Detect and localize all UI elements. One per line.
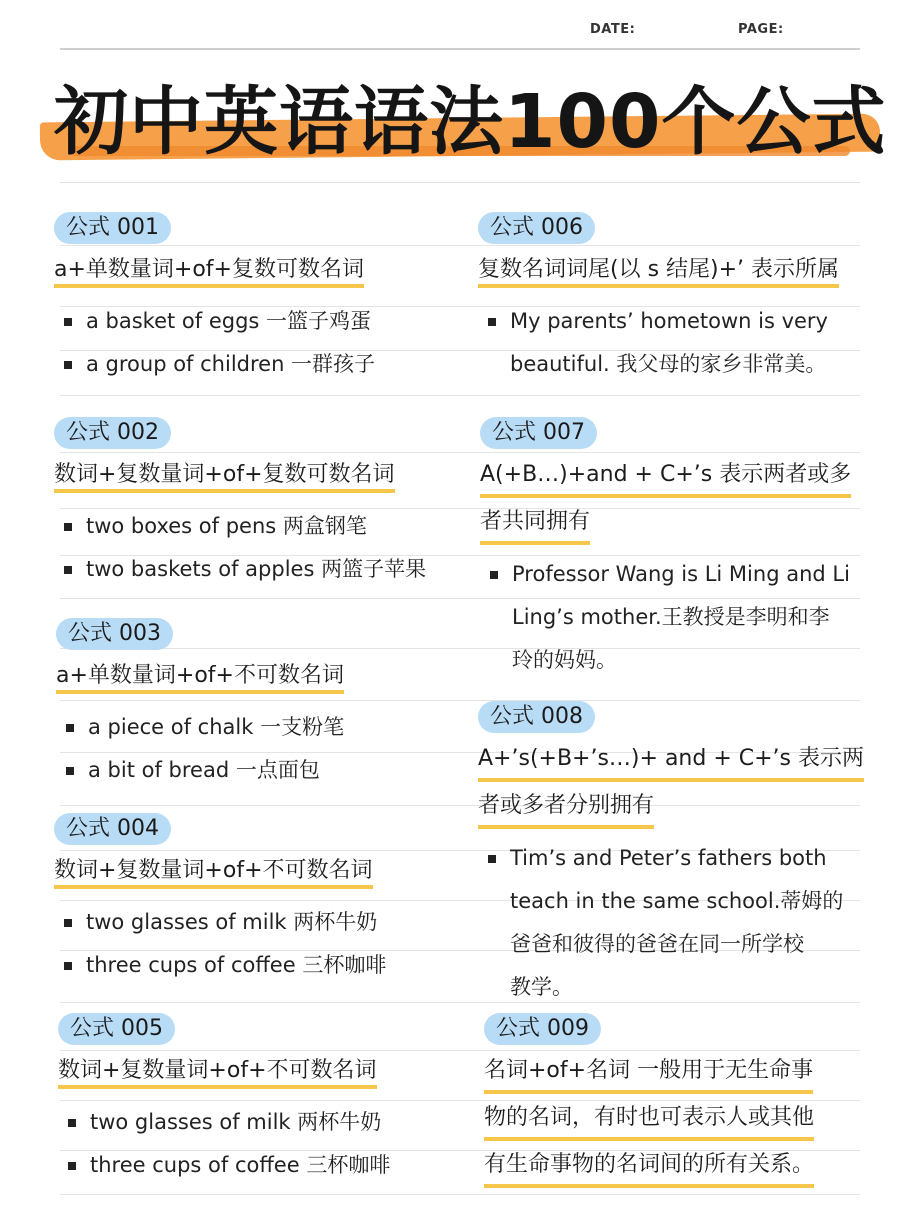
formula-tag: 公式 001 bbox=[54, 212, 171, 244]
formula-line: 有生命事物的名词间的所有关系。 bbox=[484, 1146, 814, 1188]
example-item: Tim’s and Peter’s fathers both bbox=[478, 837, 888, 880]
example-item: three cups of coffee 三杯咖啡 bbox=[58, 1144, 468, 1187]
formula-text bbox=[480, 453, 890, 547]
formula-line: 名词+of+名词 一般用于无生命事 bbox=[484, 1052, 813, 1094]
example-item-continued: beautiful. 我父母的家乡非常美。 bbox=[510, 352, 827, 376]
example-item-continued: 爸爸和彼得的爸爸在同一所学校 bbox=[510, 932, 804, 956]
example-item: two boxes of pens 两盒钢笔 bbox=[54, 505, 464, 548]
formula-tag: 公式 006 bbox=[478, 212, 595, 244]
formula-text: a+单数量词+of+复数可数名词 bbox=[54, 248, 364, 292]
example-item: two glasses of milk 两杯牛奶 bbox=[58, 1101, 468, 1144]
formula-tag: 公式 008 bbox=[478, 701, 595, 733]
example-item: a basket of eggs 一篮子鸡蛋 bbox=[54, 300, 464, 343]
formula-005 bbox=[58, 1013, 468, 1187]
formula-text bbox=[484, 1049, 894, 1190]
formula-line: A(+B…)+and + C+’s 表示两者或多 bbox=[480, 456, 851, 498]
formula-001 bbox=[54, 212, 464, 386]
ruled-line bbox=[60, 1194, 860, 1195]
example-item-continued: teach in the same school.蒂姆的 bbox=[510, 889, 844, 913]
example-item: a piece of chalk 一支粉笔 bbox=[56, 706, 466, 749]
example-item: Professor Wang is Li Ming and Li bbox=[480, 553, 890, 596]
date-label: DATE: bbox=[590, 22, 636, 37]
example-item: My parents’ hometown is very bbox=[478, 300, 888, 343]
formula-004 bbox=[54, 813, 464, 987]
formula-008 bbox=[478, 701, 888, 1009]
ruled-line bbox=[60, 182, 860, 183]
formula-006 bbox=[478, 212, 888, 386]
formula-line: 者共同拥有 bbox=[480, 503, 590, 545]
example-item: a bit of bread 一点面包 bbox=[56, 749, 466, 792]
example-item: three cups of coffee 三杯咖啡 bbox=[54, 944, 464, 987]
formula-003 bbox=[56, 618, 466, 792]
example-item: two glasses of milk 两杯牛奶 bbox=[54, 901, 464, 944]
formula-text: 数词+复数量词+of+复数可数名词 bbox=[54, 453, 395, 497]
page-title: 初中英语语法100个公式 bbox=[54, 79, 887, 165]
formula-line: 物的名词，有时也可表示人或其他 bbox=[484, 1099, 814, 1141]
formula-line: A+’s(+B+’s…)+ and + C+’s 表示两 bbox=[478, 740, 864, 782]
formula-tag: 公式 005 bbox=[58, 1013, 175, 1045]
formula-tag: 公式 003 bbox=[56, 618, 173, 650]
page-label: PAGE: bbox=[738, 22, 784, 37]
example-item: two baskets of apples 两篮子苹果 bbox=[54, 548, 464, 591]
formula-009 bbox=[484, 1013, 894, 1190]
formula-text bbox=[478, 737, 888, 831]
title-block bbox=[40, 70, 887, 170]
formula-text: a+单数量词+of+不可数名词 bbox=[56, 654, 344, 698]
example-item-continued: 玲的妈妈。 bbox=[512, 648, 617, 672]
formula-tag: 公式 007 bbox=[480, 417, 597, 449]
example-item-continued: 教学。 bbox=[510, 975, 573, 999]
header-rule bbox=[60, 48, 860, 50]
formula-text: 数词+复数量词+of+不可数名词 bbox=[58, 1049, 377, 1093]
formula-tag: 公式 004 bbox=[54, 813, 171, 845]
formula-text: 数词+复数量词+of+不可数名词 bbox=[54, 849, 373, 893]
formula-tag: 公式 002 bbox=[54, 417, 171, 449]
formula-002 bbox=[54, 417, 464, 591]
formula-line: 者或多者分别拥有 bbox=[478, 787, 654, 829]
ruled-line bbox=[60, 395, 860, 396]
example-item-continued: Ling’s mother.王教授是李明和李 bbox=[512, 605, 830, 629]
formula-007 bbox=[480, 417, 890, 682]
formula-tag: 公式 009 bbox=[484, 1013, 601, 1045]
formula-text: 复数名词词尾(以 s 结尾)+’ 表示所属 bbox=[478, 248, 839, 292]
example-item: a group of children 一群孩子 bbox=[54, 343, 464, 386]
